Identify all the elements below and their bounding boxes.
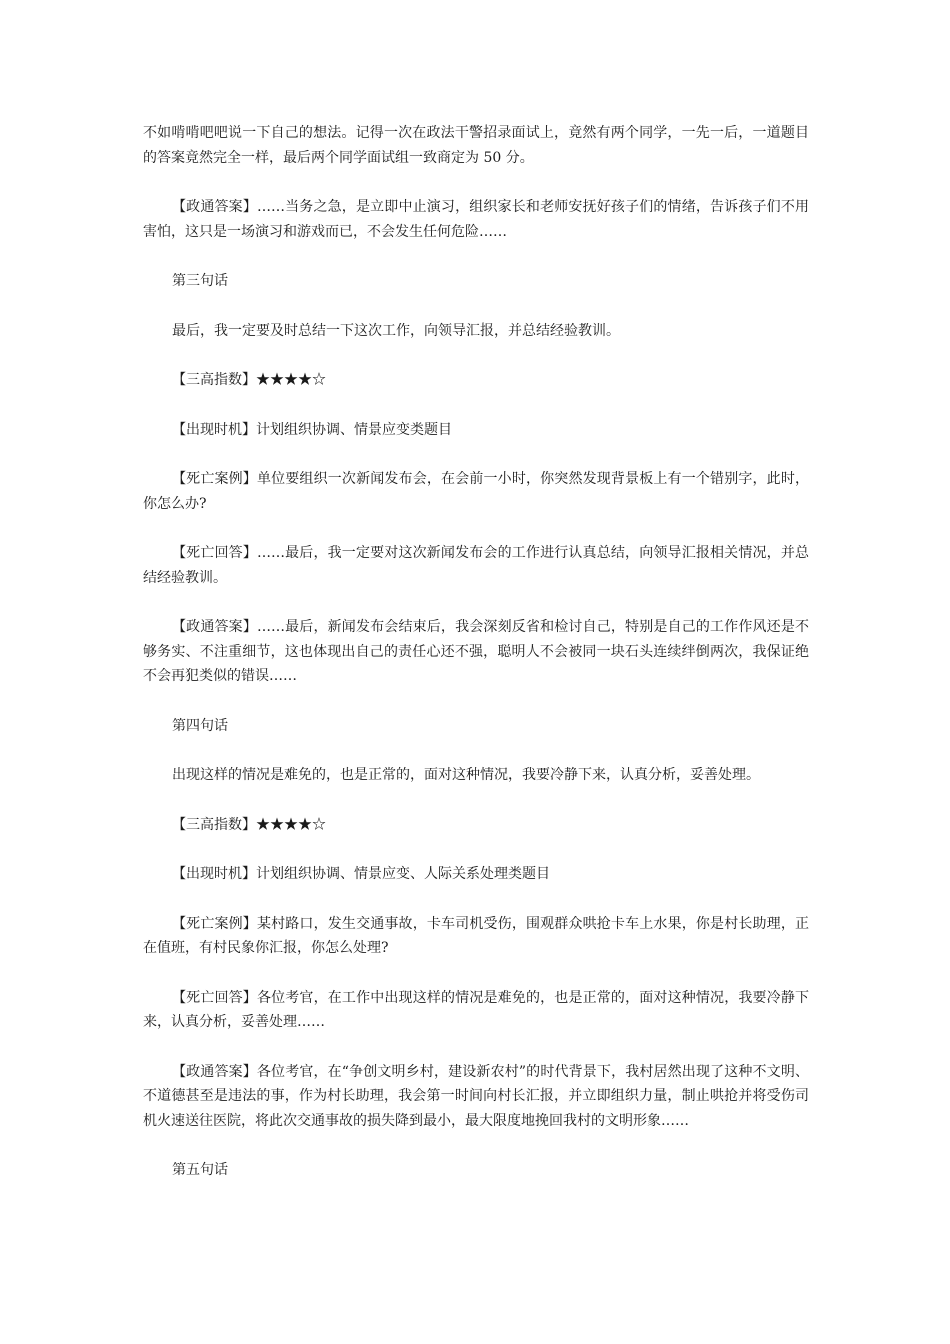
paragraph-zhengtong-answer-1: 【政通答案】……当务之急，是立即中止演习，组织家长和老师安抚好孩子们的情绪，告诉孩子们不用害怕，这只是一场演习和游戏而已，不会发生任何危险……	[143, 199, 809, 240]
paragraph-timing-third: 【出现时机】计划组织协调、情景应变类题目	[172, 421, 452, 438]
paragraph-gap	[143, 294, 809, 319]
section-heading-fourth: 第四句话	[172, 717, 228, 734]
paragraph-gap	[143, 1133, 809, 1158]
paragraph-phrase-third: 最后，我一定要及时总结一下这次工作，向领导汇报，并总结经验教训。	[172, 322, 620, 339]
paragraph-gap	[143, 516, 809, 541]
paragraph-gap	[143, 442, 809, 467]
paragraph-gap	[143, 393, 809, 418]
paragraph-timing-fourth: 【出现时机】计划组织协调、情景应变、人际关系处理类题目	[172, 866, 550, 882]
paragraph-gap	[143, 1035, 809, 1060]
paragraph-gap	[143, 244, 809, 269]
paragraph-phrase-fourth: 出现这样的情况是难免的，也是正常的，面对这种情况，我要冷静下来，认真分析，妥善处理。	[172, 767, 760, 783]
paragraph-gap	[143, 837, 809, 862]
paragraph-bad-answer-third: 【死亡回答】……最后，我一定要对这次新闻发布会的工作进行认真总结，向领导汇报相关情况，并总结经验教训。	[143, 545, 809, 586]
paragraph-case-third: 【死亡案例】单位要组织一次新闻发布会，在会前一小时，你突然发现背景板上有一个错别字，此时，你怎么办?	[143, 471, 809, 512]
paragraph-gap	[143, 170, 809, 195]
paragraph-gap	[143, 788, 809, 813]
paragraph-rating-third: 【三高指数】★★★★☆	[172, 372, 326, 388]
section-heading-fifth: 第五句话	[172, 1162, 228, 1178]
paragraph-gap	[143, 961, 809, 986]
paragraph-gap	[143, 738, 809, 763]
paragraph-gap	[143, 590, 809, 615]
paragraph-zhengtong-answer-third: 【政通答案】……最后，新闻发布会结束后，我会深刻反省和检讨自己，特别是自己的工作作风还是不够务实、不注重细节，这也体现出自己的责任心还不强，聪明人不会被同一块石头连续绊倒两次，我保证绝不会再犯类似的错误……	[143, 619, 809, 684]
paragraph-bad-answer-fourth: 【死亡回答】各位考官，在工作中出现这样的情况是难免的，也是正常的，面对这种情况，我要冷静下来，认真分析，妥善处理……	[143, 989, 809, 1030]
paragraph-gap	[143, 343, 809, 368]
paragraph-gap	[143, 689, 809, 714]
section-heading-third: 第三句话	[172, 273, 228, 289]
paragraph-intro: 不如啃啃吧吧说一下自己的想法。记得一次在政法干警招录面试上，竟然有两个同学，一先一后，一道题目的答案竟然完全一样，最后两个同学面试组一致商定为 50 分。	[143, 125, 809, 166]
paragraph-zhengtong-answer-fourth: 【政通答案】各位考官，在“争创文明乡村，建设新农村”的时代背景下，我村居然出现了这种不文明、不道德甚至是违法的事，作为村长助理，我会第一时间向村长汇报，并立即组织力量，制止哄抢并将受伤司机火速送往医院，将此次交通事故的损失降到最小，最大限度地挽回我村的文明形象……	[143, 1063, 809, 1129]
paragraph-case-fourth: 【死亡案例】某村路口，发生交通事故，卡车司机受伤，围观群众哄抢卡车上水果，你是村长助理，正在值班，有村民象你汇报，你怎么处理?	[143, 915, 809, 956]
paragraph-rating-fourth: 【三高指数】★★★★☆	[172, 816, 326, 833]
paragraph-gap	[143, 887, 809, 912]
document-page	[143, 121, 809, 1183]
